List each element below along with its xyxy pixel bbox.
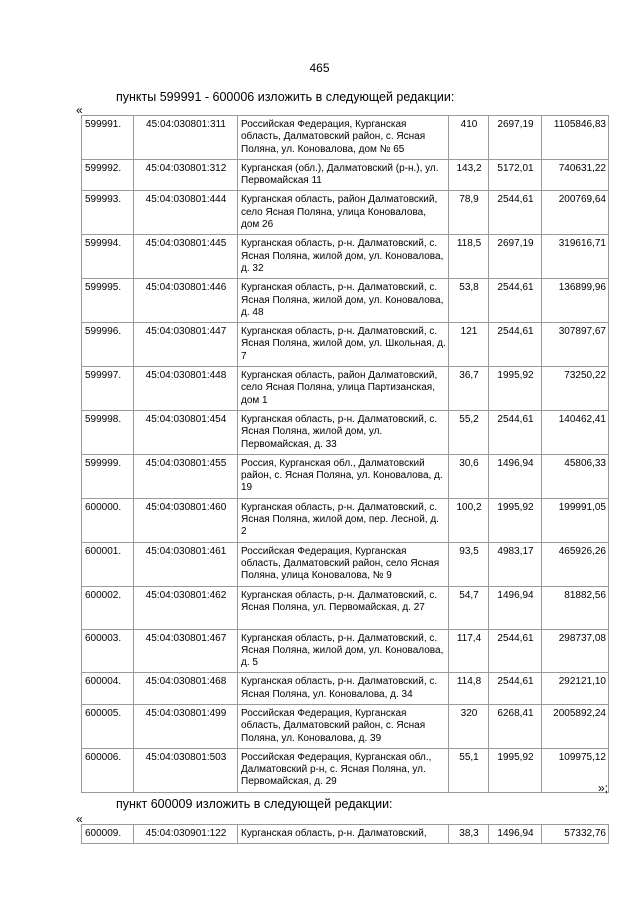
cell-address: Курганская область, р-н. Далматовский, с. Ясная Поляна, жилой дом, ул. Коновалова, д. 32 [238,235,449,279]
table-row [82,159,609,191]
cell-area: 53,8 [449,279,489,323]
cell-cadastral-cost: 81882,56 [542,586,609,629]
cell-address: Курганская область, р-н. Далматовский, с. Ясная Поляна, жилой дом, ул. Первомайская, д. 33 [238,410,449,454]
cell-row-number: 599991. [82,116,134,160]
cell-cadastral-cost: 109975,12 [542,748,609,792]
cell-cadastral-cost: 307897,67 [542,323,609,367]
table-row [82,748,609,792]
cell-area: 121 [449,323,489,367]
cell-row-number: 599994. [82,235,134,279]
block2-table [81,824,609,844]
cell-address: Российская Федерация, Курганская область, Далматовский район, с. Ясная Поляна, ул. Коновалова, д. 39 [238,704,449,748]
cell-address: Курганская область, район Далматовский, село Ясная Поляна, улица Коновалова, дом 26 [238,191,449,235]
cell-cadastral-number: 45:04:030801:447 [134,323,238,367]
page-number: 465 [309,61,330,75]
cell-rate: 4983,17 [489,542,542,586]
cell-rate: 1995,92 [489,367,542,411]
cell-cadastral-number: 45:04:030801:446 [134,279,238,323]
cell-cadastral-cost: 73250,22 [542,367,609,411]
cell-rate: 2697,19 [489,235,542,279]
cell-cadastral-cost: 45806,33 [542,454,609,498]
block1-table-body [82,116,609,793]
table-row [82,191,609,235]
cell-rate: 6268,41 [489,704,542,748]
cell-rate: 2544,61 [489,410,542,454]
cell-area: 78,9 [449,191,489,235]
cell-area: 143,2 [449,159,489,191]
cell-address: Курганская область, р-н. Далматовский, с. Ясная Поляна, жилой дом, ул. Коновалова, д. 5 [238,629,449,673]
cell-rate: 1995,92 [489,498,542,542]
cell-area: 30,6 [449,454,489,498]
cell-area: 55,2 [449,410,489,454]
table-row [82,279,609,323]
cell-area: 410 [449,116,489,160]
table-row [82,116,609,160]
cell-cadastral-cost: 140462,41 [542,410,609,454]
cell-rate: 2544,61 [489,279,542,323]
cell-rate: 2544,61 [489,673,542,705]
cell-rate: 2697,19 [489,116,542,160]
cell-rate: 1496,94 [489,586,542,629]
cell-cadastral-cost: 465926,26 [542,542,609,586]
table-row [82,586,609,629]
cell-address: Курганская область, р-н. Далматовский, с. Ясная Поляна, ул. Коновалова, д. 34 [238,673,449,705]
table-row [82,235,609,279]
cell-area: 117,4 [449,629,489,673]
cell-rate: 1995,92 [489,748,542,792]
block2-intro: пункт 600009 изложить в следующей редакции: [116,797,393,811]
cell-cadastral-number: 45:04:030801:462 [134,586,238,629]
cell-cadastral-cost: 1105846,83 [542,116,609,160]
cell-row-number: 599992. [82,159,134,191]
cell-cadastral-number: 45:04:030801:468 [134,673,238,705]
table-row [82,825,609,844]
cell-row-number: 600005. [82,704,134,748]
cell-row-number: 600006. [82,748,134,792]
cell-row-number: 600000. [82,498,134,542]
cell-address: Российская Федерация, Курганская область, Далматовский район, с. Ясная Поляна, ул. Коновалова, дом № 65 [238,116,449,160]
cell-cadastral-number: 45:04:030801:455 [134,454,238,498]
table-row [82,410,609,454]
cell-address: Российская Федерация, Курганская область, Далматовский район, село Ясная Поляна, улица Коновалова, № 9 [238,542,449,586]
table-row [82,323,609,367]
cell-cadastral-cost: 57332,76 [542,825,609,844]
block2-table-body [82,825,609,844]
cell-rate: 5172,01 [489,159,542,191]
cell-rate: 1496,94 [489,825,542,844]
cell-area: 55,1 [449,748,489,792]
cell-cadastral-cost: 740631,22 [542,159,609,191]
table-row [82,367,609,411]
cell-cadastral-number: 45:04:030801:454 [134,410,238,454]
cell-area: 118,5 [449,235,489,279]
table-row [82,629,609,673]
cell-cadastral-number: 45:04:030801:499 [134,704,238,748]
cell-area: 100,2 [449,498,489,542]
cell-cadastral-number: 45:04:030801:448 [134,367,238,411]
cell-row-number: 600004. [82,673,134,705]
cell-cadastral-number: 45:04:030801:444 [134,191,238,235]
cell-cadastral-number: 45:04:030801:467 [134,629,238,673]
cell-row-number: 599995. [82,279,134,323]
cell-cadastral-number: 45:04:030801:312 [134,159,238,191]
table-row [82,454,609,498]
cell-address: Россия, Курганская обл., Далматовский район, с. Ясная Поляна, ул. Коновалова, д. 19 [238,454,449,498]
cell-cadastral-number: 45:04:030801:503 [134,748,238,792]
block1-close-quote: »; [598,781,609,795]
cell-area: 36,7 [449,367,489,411]
cell-area: 54,7 [449,586,489,629]
cell-address: Курганская область, р-н. Далматовский, [238,825,449,844]
cell-address: Курганская (обл.), Далматовский (р-н.), ул. Первомайская 11 [238,159,449,191]
table-row [82,542,609,586]
cell-row-number: 599999. [82,454,134,498]
cell-cadastral-number: 45:04:030801:445 [134,235,238,279]
cell-row-number: 600001. [82,542,134,586]
cell-cadastral-number: 45:04:030801:461 [134,542,238,586]
cell-address: Российская Федерация, Курганская обл., Далматовский р-н, с. Ясная Поляна, ул. Первомайская, д. 29 [238,748,449,792]
cell-cadastral-number: 45:04:030801:311 [134,116,238,160]
cell-cadastral-cost: 292121,10 [542,673,609,705]
cell-rate: 1496,94 [489,454,542,498]
block1-table [81,115,609,793]
cell-area: 320 [449,704,489,748]
cell-cadastral-number: 45:04:030901:122 [134,825,238,844]
cell-address: Курганская область, р-н. Далматовский, с. Ясная Поляна, ул. Первомайская, д. 27 [238,586,449,629]
cell-address: Курганская область, р-н. Далматовский, с. Ясная Поляна, жилой дом, ул. Коновалова, д. 48 [238,279,449,323]
block1-intro: пункты 599991 - 600006 изложить в следующей редакции: [116,90,455,104]
cell-rate: 2544,61 [489,323,542,367]
cell-row-number: 599997. [82,367,134,411]
cell-area: 38,3 [449,825,489,844]
cell-address: Курганская область, район Далматовский, село Ясная Поляна, улица Партизанская, дом 1 [238,367,449,411]
cell-address: Курганская область, р-н. Далматовский, с. Ясная Поляна, жилой дом, ул. Школьная, д. 7 [238,323,449,367]
cell-row-number: 600009. [82,825,134,844]
cell-cadastral-cost: 2005892,24 [542,704,609,748]
cell-row-number: 600002. [82,586,134,629]
block1-open-quote: « [76,103,83,117]
cell-cadastral-cost: 200769,64 [542,191,609,235]
cell-cadastral-cost: 136899,96 [542,279,609,323]
cell-cadastral-cost: 199991,05 [542,498,609,542]
cell-cadastral-cost: 298737,08 [542,629,609,673]
cell-row-number: 599996. [82,323,134,367]
cell-row-number: 599998. [82,410,134,454]
cell-row-number: 599993. [82,191,134,235]
cell-rate: 2544,61 [489,191,542,235]
table-row [82,673,609,705]
cell-cadastral-cost: 319616,71 [542,235,609,279]
cell-area: 93,5 [449,542,489,586]
table-row [82,704,609,748]
table-row [82,498,609,542]
cell-rate: 2544,61 [489,629,542,673]
cell-area: 114,8 [449,673,489,705]
block2-open-quote: « [76,812,83,826]
cell-cadastral-number: 45:04:030801:460 [134,498,238,542]
cell-row-number: 600003. [82,629,134,673]
cell-address: Курганская область, р-н. Далматовский, с. Ясная Поляна, жилой дом, пер. Лесной, д. 2 [238,498,449,542]
